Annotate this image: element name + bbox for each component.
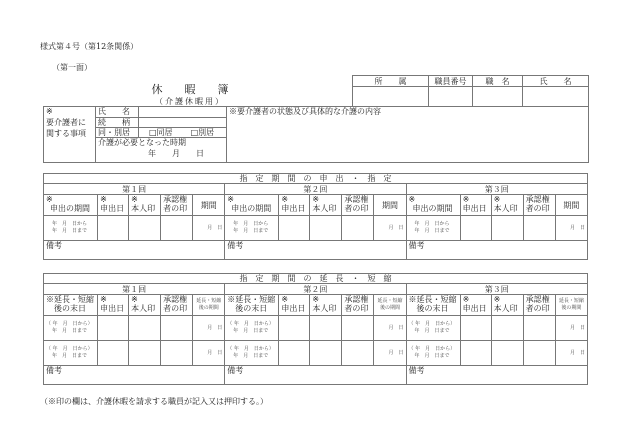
care-details-field[interactable] (227, 107, 589, 163)
header-days: 後の期間 (379, 305, 400, 311)
days-field[interactable] (555, 341, 587, 366)
table-row (44, 216, 588, 241)
to-text: 年 月 日まで (233, 328, 269, 334)
remarks-field[interactable] (225, 366, 406, 385)
form-number: 様式第４号（第12条関係） (40, 42, 139, 51)
header-mark: ※ (462, 295, 470, 304)
remarks-label: 備考 (408, 241, 425, 250)
remarks-field[interactable] (406, 241, 588, 260)
care-label: 要介護者に (46, 118, 86, 127)
approver-seal-field[interactable] (523, 341, 555, 366)
seal-field[interactable] (491, 341, 523, 366)
approver-seal-field[interactable] (342, 341, 374, 366)
page-side: （第一面） (52, 63, 92, 72)
round-label: 第２回 (225, 284, 406, 295)
round-label: 第３回 (406, 284, 588, 295)
header-department: 所 属 (353, 76, 429, 87)
header-mark: ※ (493, 195, 501, 204)
care-name-field[interactable] (139, 107, 227, 118)
date-field[interactable] (460, 341, 491, 366)
seal-field[interactable] (491, 216, 523, 241)
remarks-label: 備考 (46, 241, 62, 250)
to-text: 年 月 日まで (233, 353, 269, 359)
seal-field[interactable] (310, 216, 342, 241)
header-seal: 本人印 (131, 304, 156, 313)
header-mark: ※ (312, 195, 320, 204)
date-field[interactable] (279, 316, 310, 341)
section-title: 指 定 期 間 の 申 出 ・ 指 定 (44, 174, 588, 184)
from-text: 年 月 日から (233, 221, 269, 227)
header-date: 申出日 (462, 304, 487, 313)
remarks-label: 備考 (227, 241, 244, 250)
to-text: 年 月 日まで (233, 228, 269, 234)
date-field[interactable] (279, 341, 310, 366)
from-text: （ 年 月 日から） (227, 346, 274, 352)
to-text: 年 月 日まで (52, 328, 88, 334)
need-date-label: 介護が必要となった時期 (98, 138, 186, 147)
remarks-field[interactable] (406, 366, 588, 385)
seal-field[interactable] (310, 341, 342, 366)
date-field[interactable] (460, 216, 491, 241)
mark: ※ (46, 107, 53, 116)
header-staff-number: 職員番号 (429, 76, 473, 87)
month-day-text: 月 日 (207, 224, 223, 231)
need-date-field[interactable]: 年 月 日 (148, 149, 204, 158)
from-text: （ 年 月 日から） (408, 321, 456, 327)
header-seal: 本人印 (493, 204, 518, 213)
round-label: 第２回 (225, 184, 406, 195)
header-mark: ※ (100, 195, 107, 204)
footnote: （※印の欄は、介護休暇を請求する職員が記入又は押印する。） (40, 397, 268, 406)
header-days: 期間 (374, 195, 406, 216)
header-mark: ※ (227, 195, 234, 204)
header-mark: ※ (46, 195, 53, 204)
header-mark: ※ (408, 195, 416, 204)
header-seal: 本人印 (312, 204, 337, 213)
extension-table (43, 273, 588, 385)
header-approver: 者の印 (344, 204, 369, 213)
remarks-field[interactable] (44, 366, 225, 385)
header-mark: ※ (312, 295, 320, 304)
to-text: 年 月 日まで (52, 228, 88, 234)
from-text: （ 年 月 日から） (408, 346, 456, 352)
header-approver: 承認権 (525, 195, 550, 204)
header-approver: 承認権 (163, 295, 188, 304)
care-label: 関する事項 (46, 129, 86, 138)
staff-info-table (352, 75, 589, 107)
from-text: （ 年 月 日から） (227, 321, 274, 327)
header-days: 延長・短縮 (377, 298, 403, 304)
header-days: 期間 (193, 195, 225, 216)
round-label: 第３回 (406, 184, 588, 195)
days-field[interactable] (555, 216, 587, 241)
from-text: 年 月 日から (52, 221, 88, 227)
seal-field[interactable] (129, 341, 161, 366)
period-field[interactable] (225, 341, 279, 366)
approver-seal-field[interactable] (342, 216, 374, 241)
from-text: （ 年 月 日から） (46, 346, 93, 352)
seal-field[interactable] (129, 216, 161, 241)
header-position: 職 名 (473, 76, 523, 87)
to-text: 年 月 日まで (414, 328, 450, 334)
days-field[interactable] (555, 316, 587, 341)
header-days: 後の期間 (561, 305, 582, 311)
round-label: 第１回 (44, 184, 225, 195)
same-residence-checkbox[interactable]: □同居 (149, 128, 173, 137)
section-title: 指 定 期 間 の 延 長 ・ 短 縮 (44, 274, 588, 284)
header-seal: 本人印 (493, 304, 518, 313)
header-approver: 承認権 (163, 195, 188, 204)
header-end-date: 後の末日 (416, 304, 449, 313)
header-seal: 本人印 (131, 204, 156, 213)
remarks-field[interactable] (44, 241, 225, 260)
relationship-field[interactable] (139, 118, 227, 128)
header-date: 申出日 (281, 204, 306, 213)
days-field[interactable] (193, 341, 225, 366)
header-name: 氏 名 (523, 76, 589, 87)
separate-residence-checkbox[interactable]: □別居 (190, 128, 215, 137)
table-row (44, 316, 588, 341)
header-mark: ※ (281, 295, 289, 304)
header-approver: 承認権 (344, 295, 369, 304)
header-approver: 者の印 (344, 304, 369, 313)
header-mark: ※ (462, 195, 470, 204)
from-text: （ 年 月 日から） (46, 321, 93, 327)
care-details-label: ※要介護者の状態及び具体的な介護の内容 (229, 107, 381, 116)
header-end-date: ※延長・短縮 (46, 295, 94, 304)
header-approver: 者の印 (525, 304, 550, 313)
from-text: 年 月 日から (414, 221, 450, 227)
period-field[interactable] (44, 216, 98, 241)
form-subtitle: （介護休暇用） (155, 97, 225, 106)
remarks-label: 備考 (227, 366, 244, 375)
period-field[interactable] (406, 341, 460, 366)
month-day-text: 月 日 (388, 324, 404, 331)
days-field[interactable] (374, 216, 406, 241)
header-days: 延長・短縮 (558, 298, 584, 304)
label-residence: 同・別居 (96, 128, 139, 138)
remarks-field[interactable] (225, 241, 406, 260)
remarks-label: 備考 (408, 366, 425, 375)
month-day-text: 月 日 (388, 224, 404, 231)
month-day-text: 月 日 (569, 224, 585, 231)
period-field[interactable] (44, 316, 98, 341)
header-date: 申出日 (100, 204, 125, 213)
month-day-text: 月 日 (569, 324, 585, 331)
approver-seal-field[interactable] (161, 316, 193, 341)
date-field[interactable] (98, 216, 129, 241)
days-field[interactable] (374, 341, 406, 366)
header-end-date: ※延長・短縮 (227, 295, 276, 304)
date-field[interactable] (98, 341, 129, 366)
header-date: 申出日 (462, 204, 487, 213)
days-field[interactable] (374, 316, 406, 341)
header-approver: 承認権 (525, 295, 550, 304)
round-label: 第１回 (44, 284, 225, 295)
position-field[interactable] (473, 87, 523, 107)
header-days: 後の期間 (198, 305, 219, 311)
seal-field[interactable] (129, 316, 161, 341)
header-period: 申出の期間 (50, 204, 90, 213)
header-end-date: ※延長・短縮 (408, 295, 457, 304)
date-field[interactable] (460, 316, 491, 341)
header-date: 申出日 (281, 304, 306, 313)
period-field[interactable] (225, 216, 279, 241)
label-relationship: 続 柄 (96, 118, 139, 128)
form-title: 休 暇 簿 (151, 83, 229, 96)
header-mark: ※ (493, 295, 501, 304)
month-day-text: 月 日 (569, 349, 585, 356)
header-end-date: 後の末日 (235, 304, 268, 313)
days-field[interactable] (193, 216, 225, 241)
header-mark: ※ (281, 195, 289, 204)
header-end-date: 後の末日 (54, 304, 86, 313)
header-days: 期間 (555, 195, 587, 216)
header-mark: ※ (131, 195, 138, 204)
header-seal: 本人印 (312, 304, 337, 313)
period-field[interactable] (406, 216, 460, 241)
month-day-text: 月 日 (207, 324, 223, 331)
date-field[interactable] (98, 316, 129, 341)
to-text: 年 月 日まで (52, 353, 88, 359)
header-approver: 者の印 (525, 204, 550, 213)
designation-table (43, 173, 588, 260)
date-field[interactable] (279, 216, 310, 241)
header-period: 申出の期間 (231, 204, 272, 213)
name-field[interactable] (523, 87, 589, 107)
remarks-label: 備考 (46, 366, 62, 375)
staff-number-field[interactable] (429, 87, 473, 107)
month-day-text: 月 日 (207, 349, 223, 356)
header-approver: 承認権 (344, 195, 369, 204)
month-day-text: 月 日 (388, 349, 404, 356)
header-period: 申出の期間 (412, 204, 453, 213)
approver-seal-field[interactable] (161, 216, 193, 241)
header-approver: 者の印 (163, 204, 188, 213)
header-mark: ※ (131, 295, 138, 304)
approver-seal-field[interactable] (161, 341, 193, 366)
approver-seal-field[interactable] (523, 316, 555, 341)
header-approver: 者の印 (163, 304, 188, 313)
to-text: 年 月 日まで (414, 353, 450, 359)
department-field[interactable] (353, 87, 429, 107)
period-field[interactable] (406, 316, 460, 341)
care-recipient-table (43, 106, 589, 163)
table-row (44, 341, 588, 366)
label-name: 氏 名 (96, 107, 139, 118)
header-mark: ※ (100, 295, 107, 304)
to-text: 年 月 日まで (414, 228, 450, 234)
header-date: 申出日 (100, 304, 125, 313)
seal-field[interactable] (310, 316, 342, 341)
approver-seal-field[interactable] (342, 316, 374, 341)
seal-field[interactable] (491, 316, 523, 341)
period-field[interactable] (44, 341, 98, 366)
days-field[interactable] (193, 316, 225, 341)
period-field[interactable] (225, 316, 279, 341)
approver-seal-field[interactable] (523, 216, 555, 241)
header-days: 延長・短縮 (196, 298, 222, 304)
